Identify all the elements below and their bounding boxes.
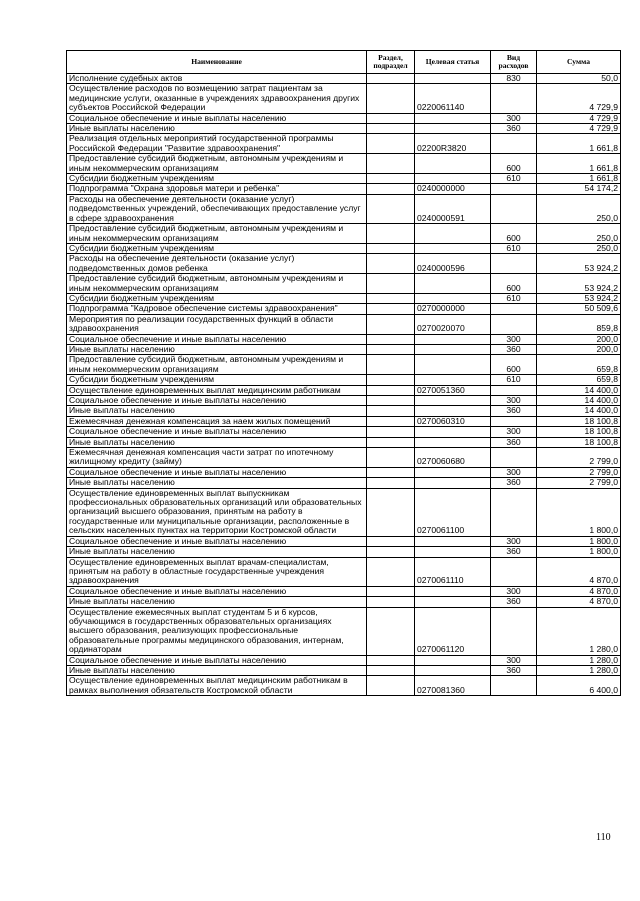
cell-target	[415, 375, 491, 385]
cell-target	[415, 586, 491, 596]
cell-sum: 1 280,0	[537, 665, 621, 675]
cell-section	[367, 254, 415, 274]
table-row	[67, 274, 621, 294]
cell-target	[415, 665, 491, 675]
table-row	[67, 113, 621, 123]
cell-name: Расходы на обеспечение деятельности (оказание услуг) подведомственных домов ребенка	[67, 254, 367, 274]
cell-sum: 18 100,8	[537, 416, 621, 426]
cell-target	[415, 355, 491, 375]
cell-target	[415, 243, 491, 253]
cell-name: Ежемесячная денежная компенсация части затрат по ипотечному жилищному кредиту (займу)	[67, 448, 367, 468]
cell-target	[415, 396, 491, 406]
cell-target	[415, 478, 491, 488]
cell-kind: 360	[491, 597, 537, 607]
table-row	[67, 547, 621, 557]
table-row	[67, 224, 621, 244]
cell-name: Мероприятия по реализации государственных функций в области здравоохранения	[67, 314, 367, 334]
cell-kind: 830	[491, 74, 537, 84]
cell-target: 0270000000	[415, 304, 491, 314]
cell-kind	[491, 134, 537, 154]
cell-target: 0220061140	[415, 84, 491, 113]
cell-name: Социальное обеспечение и иные выплаты населению	[67, 113, 367, 123]
header-name: Наименование	[67, 51, 367, 74]
cell-kind: 610	[491, 293, 537, 303]
cell-kind: 300	[491, 334, 537, 344]
cell-target	[415, 406, 491, 416]
cell-kind	[491, 304, 537, 314]
cell-kind	[491, 676, 537, 696]
cell-kind	[491, 254, 537, 274]
cell-section	[367, 74, 415, 84]
header-sum: Сумма	[537, 51, 621, 74]
cell-target: 0270061120	[415, 607, 491, 655]
table-row	[67, 154, 621, 174]
table-row	[67, 184, 621, 194]
cell-kind: 600	[491, 154, 537, 174]
cell-sum: 250,0	[537, 224, 621, 244]
cell-sum: 53 924,2	[537, 254, 621, 274]
table-row	[67, 334, 621, 344]
table-row	[67, 406, 621, 416]
cell-section	[367, 547, 415, 557]
cell-name: Социальное обеспечение и иные выплаты населению	[67, 396, 367, 406]
cell-section	[367, 478, 415, 488]
cell-sum: 6 400,0	[537, 676, 621, 696]
cell-name: Иные выплаты населению	[67, 597, 367, 607]
cell-sum: 4 870,0	[537, 586, 621, 596]
table-row	[67, 243, 621, 253]
cell-section	[367, 194, 415, 223]
cell-target	[415, 174, 491, 184]
cell-name: Осуществление единовременных выплат выпускникам профессиональных образовательных организаций или образовательных организаций высшего образования, принятым на работу в государственные или муниципальные организации, расположенные в сельских населенных пунктах на территории Костромской области	[67, 488, 367, 536]
cell-kind: 300	[491, 467, 537, 477]
cell-sum: 4 729,9	[537, 84, 621, 113]
cell-section	[367, 334, 415, 344]
header-section: Раздел, подраздел	[367, 51, 415, 74]
cell-kind: 360	[491, 547, 537, 557]
cell-name: Подпрограмма "Охрана здоровья матери и ребенка"	[67, 184, 367, 194]
cell-sum: 4 870,0	[537, 557, 621, 586]
cell-name: Иные выплаты населению	[67, 665, 367, 675]
cell-kind: 600	[491, 355, 537, 375]
cell-name: Субсидии бюджетным учреждениям	[67, 293, 367, 303]
cell-name: Предоставление субсидий бюджетным, автономным учреждениям и иным некоммерческим организациям	[67, 224, 367, 244]
cell-section	[367, 655, 415, 665]
cell-section	[367, 448, 415, 468]
cell-section	[367, 427, 415, 437]
table-row	[67, 84, 621, 113]
table-row	[67, 74, 621, 84]
cell-name: Осуществление расходов по возмещению затрат пациентам за медицинские услуги, оказанные в учреждениях здравоохранения других субъектов Российской Федерации	[67, 84, 367, 113]
cell-section	[367, 84, 415, 113]
table-row	[67, 385, 621, 395]
cell-section	[367, 375, 415, 385]
cell-sum: 4 729,9	[537, 124, 621, 134]
cell-name: Осуществление единовременных выплат медицинским работникам	[67, 385, 367, 395]
table-row	[67, 416, 621, 426]
cell-section	[367, 344, 415, 354]
cell-sum: 859,8	[537, 314, 621, 334]
cell-name: Осуществление ежемесячных выплат студентам 5 и 6 курсов, обучающимся в государственных образовательных организациях высшего образования, реализующих профессиональные образовательные программы медицинского образования, интернам, ординаторам	[67, 607, 367, 655]
cell-name: Социальное обеспечение и иные выплаты населению	[67, 334, 367, 344]
cell-kind	[491, 314, 537, 334]
table-row	[67, 427, 621, 437]
cell-section	[367, 314, 415, 334]
cell-name: Социальное обеспечение и иные выплаты населению	[67, 467, 367, 477]
cell-target	[415, 74, 491, 84]
table-row	[67, 194, 621, 223]
cell-sum: 1 280,0	[537, 655, 621, 665]
cell-kind: 300	[491, 396, 537, 406]
cell-sum: 53 924,2	[537, 274, 621, 294]
cell-name: Подпрограмма "Кадровое обеспечение системы здравоохранения"	[67, 304, 367, 314]
cell-sum: 1 800,0	[537, 547, 621, 557]
cell-name: Социальное обеспечение и иные выплаты населению	[67, 427, 367, 437]
cell-name: Социальное обеспечение и иные выплаты населению	[67, 586, 367, 596]
cell-sum: 54 174,2	[537, 184, 621, 194]
cell-kind: 600	[491, 274, 537, 294]
cell-section	[367, 437, 415, 447]
cell-sum: 200,0	[537, 344, 621, 354]
cell-section	[367, 355, 415, 375]
cell-kind	[491, 184, 537, 194]
cell-name: Иные выплаты населению	[67, 124, 367, 134]
cell-target: 0240000591	[415, 194, 491, 223]
cell-sum: 2 799,0	[537, 448, 621, 468]
table-row	[67, 586, 621, 596]
cell-target: 0240000000	[415, 184, 491, 194]
budget-table	[66, 50, 621, 696]
cell-kind	[491, 488, 537, 536]
cell-sum: 1 661,8	[537, 154, 621, 174]
cell-name: Предоставление субсидий бюджетным, автономным учреждениям и иным некоммерческим организациям	[67, 274, 367, 294]
cell-section	[367, 154, 415, 174]
cell-target	[415, 597, 491, 607]
cell-sum: 1 280,0	[537, 607, 621, 655]
table-row	[67, 355, 621, 375]
cell-section	[367, 536, 415, 546]
cell-kind: 360	[491, 665, 537, 675]
cell-name: Ежемесячная денежная компенсация за наем жилых помещений	[67, 416, 367, 426]
cell-section	[367, 385, 415, 395]
cell-name: Осуществление единовременных выплат врачам-специалистам, принятым на работу в областные государственные учреждения здравоохранения	[67, 557, 367, 586]
cell-kind: 300	[491, 586, 537, 596]
cell-section	[367, 557, 415, 586]
table-row	[67, 655, 621, 665]
cell-target	[415, 344, 491, 354]
cell-name: Расходы на обеспечение деятельности (оказание услуг) подведомственных учреждений, обеспечивающих предоставление услуг в сфере здравоохранения	[67, 194, 367, 223]
cell-sum: 50 509,6	[537, 304, 621, 314]
cell-target: 0240000596	[415, 254, 491, 274]
cell-sum: 659,8	[537, 375, 621, 385]
cell-target: 0270060680	[415, 448, 491, 468]
table-row	[67, 467, 621, 477]
cell-name: Предоставление субсидий бюджетным, автономным учреждениям и иным некоммерческим организациям	[67, 355, 367, 375]
cell-target	[415, 334, 491, 344]
cell-target	[415, 113, 491, 123]
cell-sum: 14 400,0	[537, 385, 621, 395]
header-target: Целевая статья	[415, 51, 491, 74]
table-row	[67, 597, 621, 607]
cell-section	[367, 467, 415, 477]
cell-name: Субсидии бюджетным учреждениям	[67, 243, 367, 253]
cell-section	[367, 396, 415, 406]
cell-name: Социальное обеспечение и иные выплаты населению	[67, 536, 367, 546]
table-row	[67, 676, 621, 696]
cell-target: 0270060310	[415, 416, 491, 426]
cell-section	[367, 274, 415, 294]
table-row	[67, 607, 621, 655]
cell-target: 0270061110	[415, 557, 491, 586]
cell-section	[367, 304, 415, 314]
cell-section	[367, 586, 415, 596]
cell-name: Исполнение судебных актов	[67, 74, 367, 84]
table-row	[67, 478, 621, 488]
table-header-row	[67, 51, 621, 74]
cell-kind: 360	[491, 344, 537, 354]
table-row	[67, 557, 621, 586]
table-row	[67, 396, 621, 406]
table-row	[67, 536, 621, 546]
cell-section	[367, 113, 415, 123]
table-row	[67, 344, 621, 354]
cell-section	[367, 224, 415, 244]
cell-kind: 610	[491, 243, 537, 253]
cell-target	[415, 154, 491, 174]
cell-section	[367, 488, 415, 536]
cell-sum: 659,8	[537, 355, 621, 375]
cell-sum: 18 100,8	[537, 437, 621, 447]
cell-name: Субсидии бюджетным учреждениям	[67, 174, 367, 184]
table-row	[67, 174, 621, 184]
cell-kind: 300	[491, 427, 537, 437]
cell-section	[367, 607, 415, 655]
cell-section	[367, 243, 415, 253]
cell-target	[415, 437, 491, 447]
cell-sum: 1 661,8	[537, 174, 621, 184]
cell-kind: 360	[491, 437, 537, 447]
cell-name: Предоставление субсидий бюджетным, автономным учреждениям и иным некоммерческим организациям	[67, 154, 367, 174]
cell-kind: 300	[491, 655, 537, 665]
table-row	[67, 304, 621, 314]
table-row	[67, 488, 621, 536]
cell-kind: 300	[491, 536, 537, 546]
cell-target: 0270051360	[415, 385, 491, 395]
cell-sum: 50,0	[537, 74, 621, 84]
cell-name: Иные выплаты населению	[67, 547, 367, 557]
cell-kind	[491, 448, 537, 468]
cell-name: Реализация отдельных мероприятий государственной программы Российской Федерации "Развитие здравоохранения"	[67, 134, 367, 154]
cell-target	[415, 547, 491, 557]
cell-target	[415, 536, 491, 546]
table-row	[67, 124, 621, 134]
cell-section	[367, 406, 415, 416]
cell-sum: 14 400,0	[537, 396, 621, 406]
cell-section	[367, 416, 415, 426]
cell-target: 02200R3820	[415, 134, 491, 154]
cell-kind	[491, 416, 537, 426]
cell-sum: 200,0	[537, 334, 621, 344]
table-row	[67, 437, 621, 447]
cell-kind: 610	[491, 174, 537, 184]
cell-sum: 2 799,0	[537, 467, 621, 477]
cell-kind: 300	[491, 113, 537, 123]
cell-section	[367, 134, 415, 154]
cell-sum: 4 729,9	[537, 113, 621, 123]
table-row	[67, 293, 621, 303]
cell-target	[415, 427, 491, 437]
table-row	[67, 314, 621, 334]
cell-target	[415, 467, 491, 477]
cell-kind	[491, 607, 537, 655]
cell-sum: 14 400,0	[537, 406, 621, 416]
table-row	[67, 375, 621, 385]
cell-target: 0270020070	[415, 314, 491, 334]
cell-target	[415, 124, 491, 134]
cell-target	[415, 274, 491, 294]
cell-sum: 53 924,2	[537, 293, 621, 303]
cell-sum: 4 870,0	[537, 597, 621, 607]
table-row	[67, 134, 621, 154]
cell-section	[367, 174, 415, 184]
table-row	[67, 665, 621, 675]
cell-kind: 360	[491, 124, 537, 134]
cell-name: Субсидии бюджетным учреждениям	[67, 375, 367, 385]
table-row	[67, 448, 621, 468]
cell-target: 0270061100	[415, 488, 491, 536]
cell-sum: 1 800,0	[537, 536, 621, 546]
cell-section	[367, 124, 415, 134]
cell-kind: 360	[491, 406, 537, 416]
cell-kind	[491, 385, 537, 395]
cell-target: 0270081360	[415, 676, 491, 696]
cell-kind	[491, 557, 537, 586]
cell-name: Иные выплаты населению	[67, 478, 367, 488]
cell-section	[367, 293, 415, 303]
cell-section	[367, 597, 415, 607]
cell-target	[415, 293, 491, 303]
cell-kind: 600	[491, 224, 537, 244]
cell-name: Осуществление единовременных выплат медицинским работникам в рамках выполнения обязательств Костромской области	[67, 676, 367, 696]
cell-kind	[491, 194, 537, 223]
cell-kind	[491, 84, 537, 113]
cell-name: Социальное обеспечение и иные выплаты населению	[67, 655, 367, 665]
cell-section	[367, 676, 415, 696]
cell-section	[367, 184, 415, 194]
cell-name: Иные выплаты населению	[67, 437, 367, 447]
page-number: 110	[596, 832, 611, 843]
header-kind: Вид расходов	[491, 51, 537, 74]
cell-sum: 1 800,0	[537, 488, 621, 536]
cell-kind: 610	[491, 375, 537, 385]
cell-sum: 2 799,0	[537, 478, 621, 488]
cell-name: Иные выплаты населению	[67, 344, 367, 354]
cell-target	[415, 224, 491, 244]
cell-sum: 18 100,8	[537, 427, 621, 437]
cell-kind: 360	[491, 478, 537, 488]
cell-target	[415, 655, 491, 665]
cell-sum: 1 661,8	[537, 134, 621, 154]
table-row	[67, 254, 621, 274]
cell-sum: 250,0	[537, 194, 621, 223]
cell-name: Иные выплаты населению	[67, 406, 367, 416]
cell-sum: 250,0	[537, 243, 621, 253]
cell-section	[367, 665, 415, 675]
